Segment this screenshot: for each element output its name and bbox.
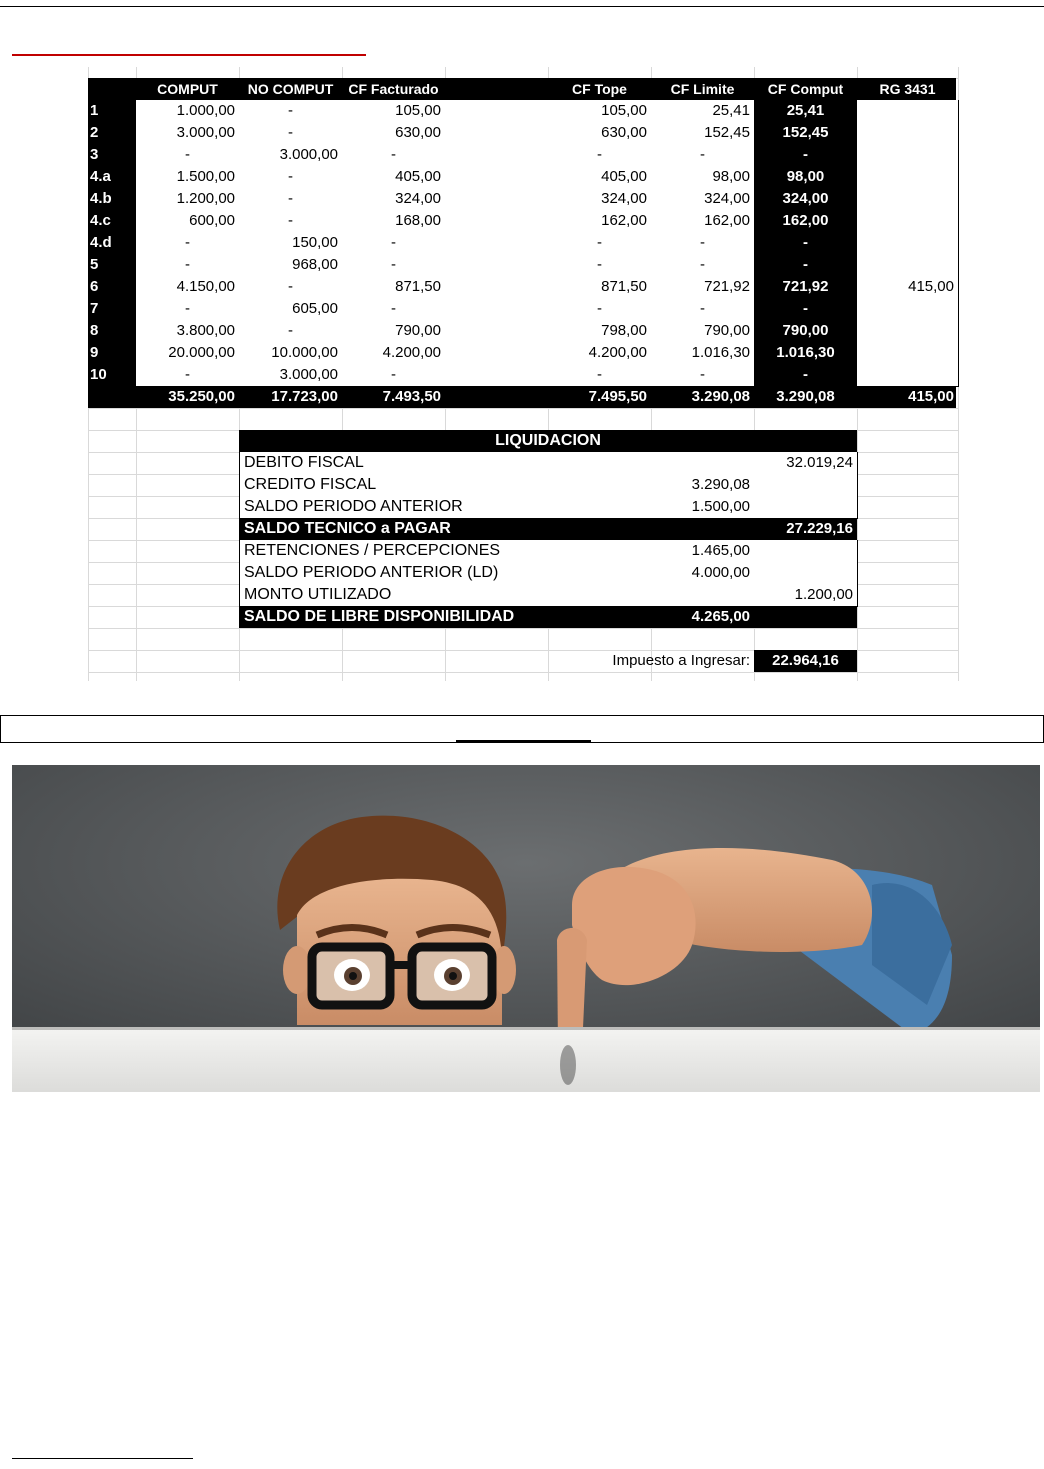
row-label: 3 (90, 146, 99, 163)
cell-rg (857, 188, 958, 210)
cell-rg (857, 364, 958, 386)
cell-cf-comput: - (803, 366, 808, 383)
cell-no-comput: - (288, 322, 293, 339)
row-label: 9 (90, 344, 99, 361)
cell-cf-limite: 1.016,30 (691, 344, 750, 361)
cell-cf-fact: 105,00 (395, 102, 441, 119)
cell-cf-fact: - (391, 146, 396, 163)
total-no-comput: 17.723,00 (271, 388, 338, 405)
cell-no-comput: 605,00 (292, 300, 338, 317)
cell-no-comput: - (288, 190, 293, 207)
cell-comput: - (185, 256, 190, 273)
row-label: 2 (90, 124, 99, 141)
cell-cf-limite: 790,00 (704, 322, 750, 339)
cell-cf-tope: 405,00 (601, 168, 647, 185)
cell-cf-tope: 630,00 (601, 124, 647, 141)
column-header: CF Limite (670, 81, 735, 97)
cell-cf-limite: 98,00 (712, 168, 750, 185)
cell-cf-comput: - (803, 234, 808, 251)
liq-box (754, 540, 858, 563)
impuesto-value: 22.964,16 (772, 652, 839, 669)
liq-box (754, 474, 858, 497)
cell-no-comput: - (288, 212, 293, 229)
cell-cf-tope: 4.200,00 (588, 344, 647, 361)
red-heading-underline (12, 54, 366, 56)
cell-cf-fact: 630,00 (395, 124, 441, 141)
column-header: RG 3431 (879, 81, 936, 97)
cell-cf-limite: 152,45 (704, 124, 750, 141)
grid-row-line (88, 408, 958, 409)
cell-rg (857, 342, 958, 364)
liq-box (754, 496, 858, 519)
man-pointing-photo (12, 765, 1040, 1092)
cell-cf-limite: - (700, 366, 705, 383)
cell-comput: - (185, 366, 190, 383)
cell-box (445, 122, 549, 145)
cell-comput: 1.500,00 (176, 168, 235, 185)
cell-cf-comput: 721,92 (782, 278, 829, 295)
grid-row-line (88, 672, 958, 673)
cell-cf-limite: - (700, 234, 705, 251)
liq-label: SALDO PERIODO ANTERIOR (LD) (244, 564, 499, 581)
cell-rg (857, 100, 958, 122)
row-label: 4.b (90, 190, 112, 207)
cell-no-comput: - (288, 124, 293, 141)
cell-cf-comput: 98,00 (786, 168, 825, 185)
liq-box (754, 562, 858, 585)
cell-comput: 1.200,00 (176, 190, 235, 207)
cell-cf-comput: 1.016,30 (776, 344, 835, 361)
cell-cf-fact: - (391, 300, 396, 317)
column-header: NO COMPUT (247, 81, 334, 97)
cell-cf-comput: - (803, 300, 808, 317)
top-rule (0, 6, 1044, 7)
cell-comput: - (185, 300, 190, 317)
column-header: CF Comput (767, 81, 844, 97)
cell-box (445, 320, 549, 343)
banner-underline (456, 740, 591, 742)
liq-box (651, 452, 755, 475)
row-label: 10 (90, 366, 107, 383)
column-header (445, 78, 548, 100)
impuesto-label: Impuesto a Ingresar: (612, 652, 750, 669)
cell-no-comput: 150,00 (292, 234, 338, 251)
cell-cf-limite: 25,41 (712, 102, 750, 119)
total-cf-tope: 7.495,50 (588, 388, 647, 405)
row-label: 7 (90, 300, 99, 317)
liq-value: 1.500,00 (691, 498, 750, 515)
cell-comput: - (185, 234, 190, 251)
cell-rg (857, 320, 958, 342)
liq-label: SALDO TECNICO a PAGAR (244, 520, 451, 537)
illustration-man-pointing-down (12, 765, 1040, 1092)
cell-cf-fact: 405,00 (395, 168, 441, 185)
cell-comput: 4.150,00 (176, 278, 235, 295)
cell-comput: 3.000,00 (176, 124, 235, 141)
cell-box (445, 254, 549, 277)
footnote-rule (12, 1458, 193, 1459)
liq-label: SALDO PERIODO ANTERIOR (244, 498, 463, 515)
cell-cf-comput: - (803, 146, 808, 163)
liq-label: SALDO DE LIBRE DISPONIBILIDAD (244, 608, 515, 625)
cell-cf-comput: 162,00 (782, 212, 829, 229)
cell-no-comput: 3.000,00 (279, 146, 338, 163)
liq-value: 3.290,08 (691, 476, 750, 493)
cell-cf-fact: 168,00 (395, 212, 441, 229)
cell-cf-limite: 324,00 (704, 190, 750, 207)
row-label: 4.d (90, 234, 112, 251)
cell-box (445, 342, 549, 365)
cell-box (445, 276, 549, 299)
cell-box (445, 100, 549, 123)
cell-cf-tope: - (597, 234, 602, 251)
cell-cf-fact: 4.200,00 (382, 344, 441, 361)
cell-rg: 415,00 (908, 278, 954, 295)
spreadsheet (88, 67, 958, 681)
row-label: 6 (90, 278, 99, 295)
cell-cf-tope: - (597, 300, 602, 317)
row-label: 4.a (90, 168, 111, 185)
cell-box (445, 188, 549, 211)
liq-label: DEBITO FISCAL (244, 454, 364, 471)
cell-cf-limite: - (700, 256, 705, 273)
cell-comput: 3.800,00 (176, 322, 235, 339)
cell-cf-fact: - (391, 256, 396, 273)
row-label: 5 (90, 256, 99, 273)
total-cf-comput: 3.290,08 (776, 388, 835, 405)
column-header: CF Tope (572, 81, 627, 97)
cell-cf-tope: 162,00 (601, 212, 647, 229)
cell-rg (857, 232, 958, 254)
cell-no-comput: 10.000,00 (271, 344, 338, 361)
cell-box (445, 298, 549, 321)
cell-rg (857, 254, 958, 276)
total-cf-limite: 3.290,08 (691, 388, 750, 405)
liq-value: 1.200,00 (794, 586, 853, 603)
total-cf-fact: 7.493,50 (382, 388, 441, 405)
cell-rg (857, 166, 958, 188)
cell-cf-comput: 790,00 (782, 322, 829, 339)
cell-no-comput: - (288, 102, 293, 119)
cell-rg (857, 210, 958, 232)
liq-value: 4.265,00 (691, 608, 750, 625)
liq-label: MONTO UTILIZADO (244, 586, 392, 603)
cell-no-comput: - (288, 278, 293, 295)
cell-comput: 600,00 (189, 212, 235, 229)
column-header: CF Facturado (348, 81, 439, 97)
liq-value: 32.019,24 (786, 454, 853, 471)
liq-value: 4.000,00 (691, 564, 750, 581)
cell-cf-fact: 324,00 (395, 190, 441, 207)
total-rg: 415,00 (908, 388, 954, 405)
cell-no-comput: 968,00 (292, 256, 338, 273)
cell-cf-limite: 721,92 (704, 278, 750, 295)
cell-cf-tope: 798,00 (601, 322, 647, 339)
cell-cf-tope: - (597, 366, 602, 383)
cell-cf-limite: - (700, 146, 705, 163)
cell-cf-comput: 25,41 (786, 102, 825, 119)
row-label: 8 (90, 322, 99, 339)
cell-box (445, 166, 549, 189)
cell-cf-tope: 105,00 (601, 102, 647, 119)
cell-rg (857, 122, 958, 144)
cell-comput: 1.000,00 (176, 102, 235, 119)
cell-cf-fact: - (391, 234, 396, 251)
cell-cf-comput: 152,45 (782, 124, 829, 141)
cell-cf-comput: - (803, 256, 808, 273)
cell-cf-fact: 790,00 (395, 322, 441, 339)
row-label: 1 (90, 102, 99, 119)
cell-cf-tope: - (597, 256, 602, 273)
cell-box (445, 210, 549, 233)
cell-cf-fact: - (391, 366, 396, 383)
cell-comput: - (185, 146, 190, 163)
cell-box (445, 232, 549, 255)
cell-comput: 20.000,00 (168, 344, 235, 361)
cell-rg (857, 298, 958, 320)
column-header: COMPUT (157, 81, 218, 97)
cell-cf-comput: 324,00 (782, 190, 829, 207)
cell-no-comput: - (288, 168, 293, 185)
cell-box (445, 144, 549, 167)
cell-cf-tope: 871,50 (601, 278, 647, 295)
cell-cf-tope: 324,00 (601, 190, 647, 207)
liq-title: LIQUIDACION (495, 432, 601, 449)
cell-rg (857, 144, 958, 166)
row-label: 4.c (90, 212, 111, 229)
cell-cf-limite: - (700, 300, 705, 317)
cell-no-comput: 3.000,00 (279, 366, 338, 383)
liq-value: 27.229,16 (786, 520, 853, 537)
cell-cf-tope: - (597, 146, 602, 163)
liq-value: 1.465,00 (691, 542, 750, 559)
section-banner (0, 715, 1044, 743)
grid-row-line (88, 628, 958, 629)
total-comput: 35.250,00 (168, 388, 235, 405)
liq-box (651, 584, 755, 607)
cell-box (445, 364, 549, 387)
cell-cf-fact: 871,50 (395, 278, 441, 295)
cell-cf-limite: 162,00 (704, 212, 750, 229)
liq-label: RETENCIONES / PERCEPCIONES (244, 542, 501, 559)
liq-label: CREDITO FISCAL (244, 476, 377, 493)
